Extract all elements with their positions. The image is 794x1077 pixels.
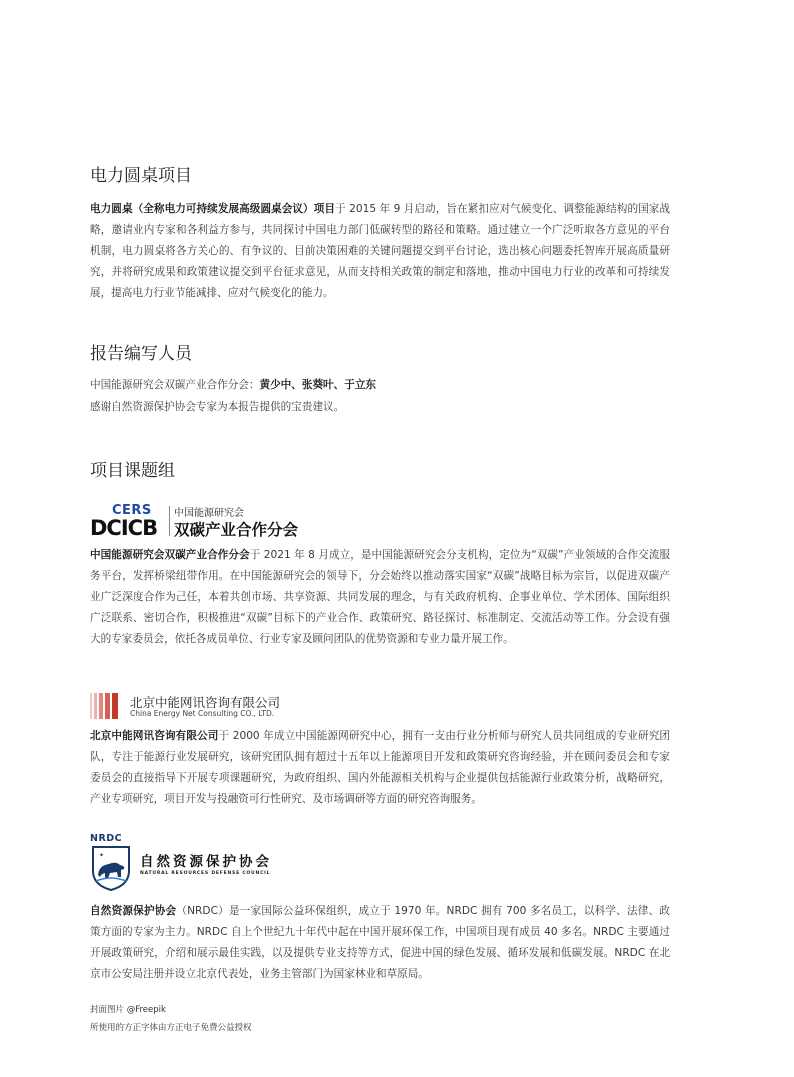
nrdc-logo [90,833,330,893]
cers-logo-cn-branch: 双碳产业合作分会 [174,521,299,539]
font-license-credit: 所使用的方正字体由方正电子免费公益授权 [90,1023,252,1033]
cen-body: 于 2000 年成立中国能源网研究中心，拥有一支由行业分析师与研究人员共同组成的专业研究团队，专注于能源行业发展研究，该研究团队拥有超过十五年以上能源项目开发和政策研究咨询经验，并在顾问委员会和专家委员会的直接指导下开展专项课题研究，为政府组织、国内外能源相关机构与企业提供包括能源行业政策分析，战略研究，产业专项研究，项目开发与投融资可行性研究、及市场调研等方面的研究咨询服务。 [90,730,670,805]
power-roundtable-paragraph [90,199,670,304]
cers-paragraph [90,545,670,650]
svg-text:✦: ✦ [99,852,105,859]
dcicb-logo-wordmark: DCICB [90,516,158,540]
nrdc-logo-en-name: NATURAL RESOURCES DEFENSE COUNCIL [140,871,271,876]
cen-paragraph [90,726,670,810]
nrdc-lead: 自然资源保护协会 [90,905,177,917]
power-roundtable-body: 于 2015 年 9 月启动，旨在紧扣应对气候变化、调整能源结构的国家战略，邀请业内专家和各利益方参与，共同探讨中国电力部门低碳转型的路径和策略。通过建立一个广泛听取各方意见的平台机制，电力圆桌将各方关心的、有争议的、目前决策困难的关键问题提交到平台讨论，选出核心问题委托智库开展高质量研究，并将研究成果和政策建议提交到平台征求意见，从而支持相关政策的制定和落地，推动中国电力行业的改革和可持续发展，提高电力行业节能减排、应对气候变化的能力。 [90,203,671,299]
cers-body: 于 2021 年 8 月成立，是中国能源研究会分支机构，定位为“双碳”产业领域的合作交流服务平台，发挥桥梁纽带作用。在中国能源研究会的领导下，分会始终以推动落实国家“双碳”战略目标为宗旨，以促进双碳产业广泛深度合作为己任，本着共创市场、共享资源、共同发展的理念，与有关政府机构、企事业单位、学术团体、国际组织广泛联系、密切合作，积极推进“双碳”目标下的产业合作、政策研究、路径探讨、标准制定、交流活动等工作。分会设有强大的专家委员会，依托各成员单位、行业专家及顾问团队的优势资源和专业力量开展工作。 [90,549,670,645]
authors-names: 黄少中、张葵叶、于立东 [259,379,377,391]
section-title-project-team: 项目课题组 [90,461,175,481]
power-roundtable-lead: 电力圆桌（全称电力可持续发展高级圆桌会议）项目 [90,203,336,215]
nrdc-logo-cn-name: 自然资源保护协会 [140,854,272,870]
nrdc-paragraph [90,901,670,985]
cers-logo-divider [169,506,170,536]
cen-lead: 北京中能网讯咨询有限公司 [90,730,219,742]
cen-logo [90,693,320,719]
cers-lead: 中国能源研究会双碳产业合作分会 [90,549,250,561]
authors-line [90,377,376,392]
cen-logo-en-name: China Energy Net Consulting CO., LTD. [130,709,275,718]
nrdc-logo-wordmark: NRDC [90,833,123,844]
nrdc-bear-badge-icon [90,845,132,891]
cover-image-credit: 封面图片 @Freepik [90,1005,166,1015]
section-title-report-authors: 报告编写人员 [90,344,192,364]
cers-logo [90,503,320,539]
section-title-power-roundtable: 电力圆桌项目 [90,166,192,186]
authors-org: 中国能源研究会双碳产业合作分会： [90,379,260,391]
cers-logo-wordmark: CERS [112,503,152,518]
cers-logo-cn-org: 中国能源研究会 [174,508,244,519]
cen-logo-cn-name: 北京中能网讯咨询有限公司 [130,695,281,710]
nrdc-body: （NRDC）是一家国际公益环保组织，成立于 1970 年。NRDC 拥有 700 多名员工，以科学、法律、政策方面的专家为主力。NRDC 自上个世纪九十年代中起在中国开展环保工作，中国项目现有成员 40 多名。NRDC 主要通过开展政策研究，介绍和展示最佳实践，以及提供专业支持等方式，促进中国的绿色发展、循环发展和低碳发展。NRDC 在北京市公安局注册并设立北京代表处，业务主管部门为国家林业和草原局。 [90,905,670,980]
acknowledgement-line: 感谢自然资源保护协会专家为本报告提供的宝贵建议。 [90,401,345,413]
cen-logo-bars-icon [90,693,126,719]
